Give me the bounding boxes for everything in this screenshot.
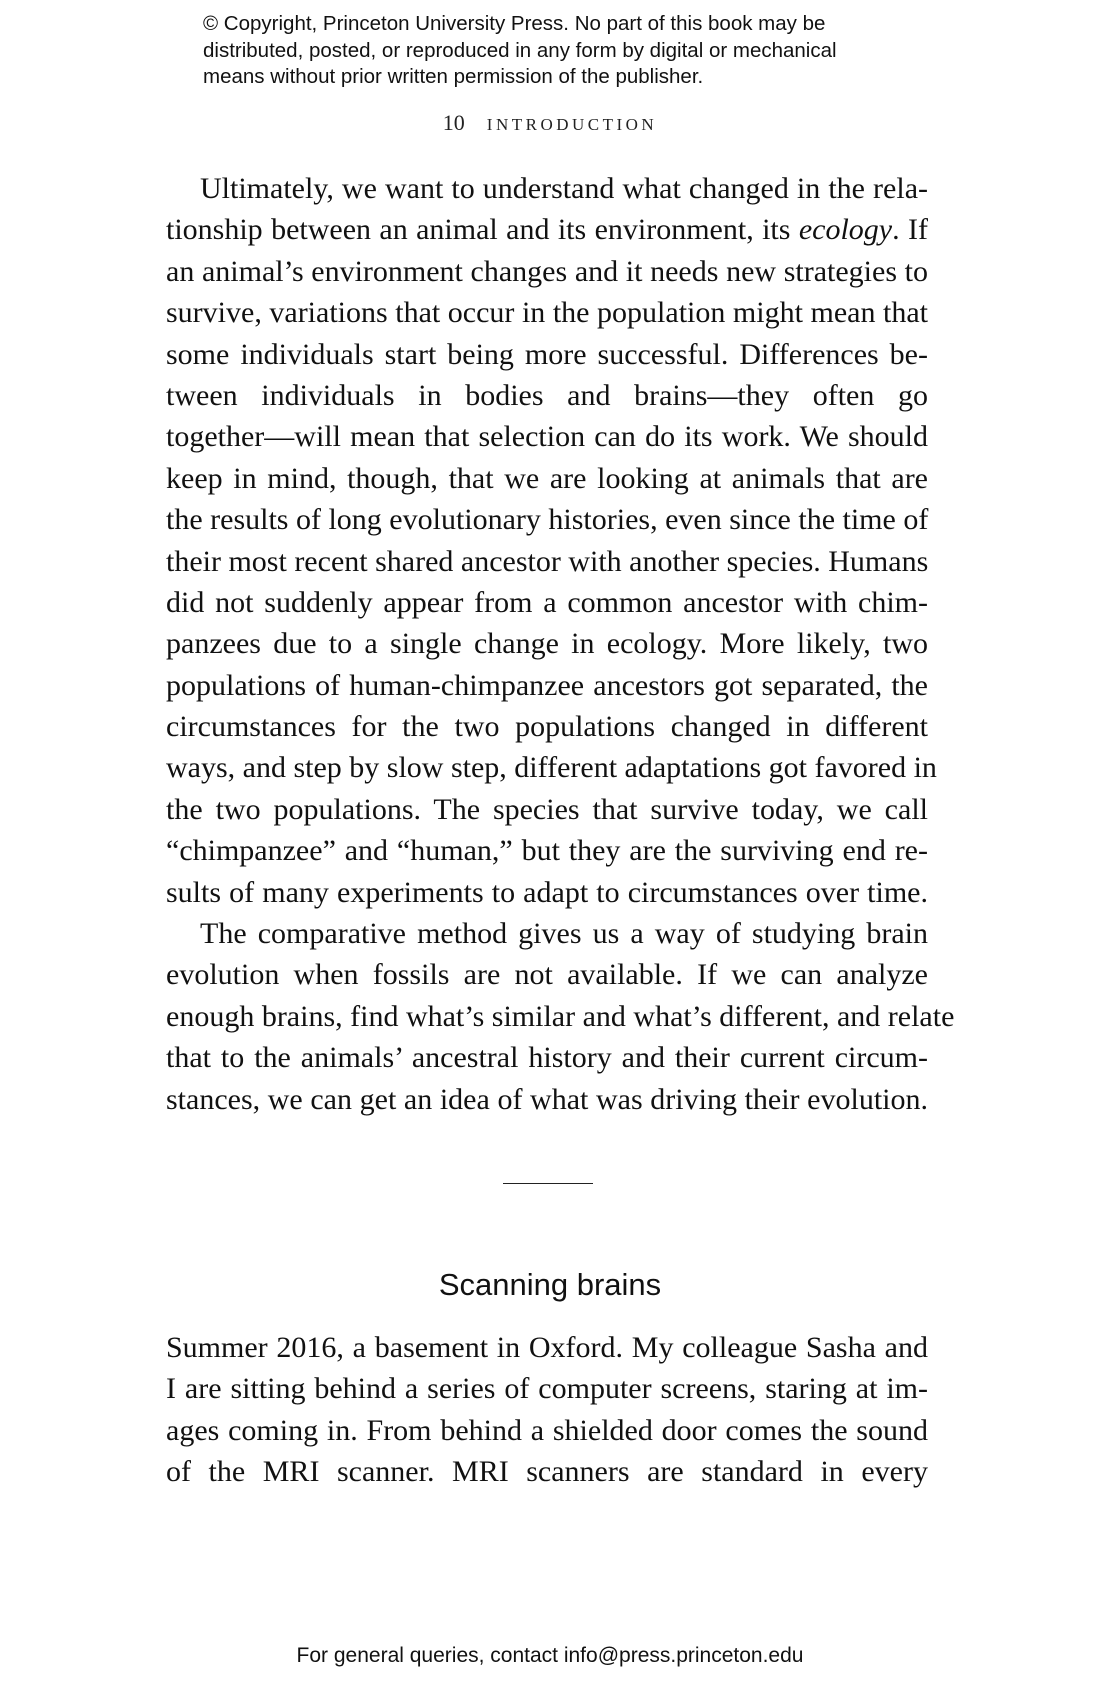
text-line: ages coming in. From behind a shielded door comes the sound [166, 1413, 928, 1447]
text-line: The comparative method gives us a way of studying brain [200, 917, 928, 951]
text-line: the results of long evolutionary histories, even since the time of [166, 503, 929, 537]
text-line: stances, we can get an idea of what was driving their evolution. [166, 1082, 928, 1116]
running-head [0, 108, 1100, 140]
copyright-line: means without prior written permission of the publisher. [203, 65, 704, 88]
text-line: of the MRI scanner. MRI scanners are standard in every [166, 1455, 928, 1489]
text-line: that to the animals’ ancestral history and their current circum- [166, 1041, 928, 1075]
text-line: Ultimately, we want to understand what changed in the rela- [200, 172, 928, 205]
text-span: . If [892, 213, 928, 247]
emphasis-text: ecology [798, 213, 893, 247]
body-text [166, 168, 955, 1120]
text-line: together—will mean that selection can do its work. We should [166, 420, 928, 454]
text-line: an animal’s environment changes and it needs new strategies to [166, 254, 928, 288]
body-text [166, 1327, 928, 1493]
running-head-title: INTRODUCTION [486, 115, 658, 134]
text-line: some individuals start being more successful. Differences be- [166, 337, 928, 371]
footer-contact: For general queries, contact info@press.princeton.edu [296, 1644, 804, 1667]
text-line: keep in mind, though, that we are looking at animals that are [166, 461, 928, 495]
text-line: tween individuals in bodies and brains—they often go [166, 378, 928, 412]
text-line: panzees due to a single change in ecology. More likely, two [166, 627, 928, 661]
text-line: “chimpanzee” and “human,” but they are the surviving end re- [166, 834, 928, 868]
text-line: the two populations. The species that survive today, we call [166, 792, 928, 826]
text-line: populations of human-chimpanzee ancestors got separated, the [166, 668, 928, 702]
copyright-line: distributed, posted, or reproduced in any form by digital or mechanical [203, 38, 837, 62]
paragraph [166, 1327, 928, 1493]
text-line: I are sitting behind a series of computer screens, staring at im- [166, 1372, 928, 1406]
text-line: evolution when fossils are not available. If we can analyze [166, 958, 928, 992]
text-line: their most recent shared ancestor with another species. Humans [166, 544, 929, 578]
copyright-notice [203, 11, 923, 91]
text-line: enough brains, find what’s similar and what’s different, and relate [166, 999, 955, 1033]
text-span: tionship between an animal and its environment, its [166, 213, 799, 247]
text-line [166, 209, 928, 250]
text-line: circumstances for the two populations changed in different [166, 710, 928, 744]
copyright-line: © Copyright, Princeton University Press. No part of this book may be [203, 12, 826, 35]
section-heading: Scanning brains [438, 1267, 662, 1302]
section-divider [503, 1183, 593, 1184]
text-line: Summer 2016, a basement in Oxford. My colleague Sasha and [166, 1331, 928, 1364]
paragraph [166, 168, 937, 913]
text-line: survive, variations that occur in the population might mean that [166, 296, 928, 330]
paragraph [166, 913, 955, 1120]
text-line: sults of many experiments to adapt to circumstances over time. [166, 875, 928, 909]
page-number: 10 [442, 110, 465, 135]
text-line: did not suddenly appear from a common ancestor with chim- [166, 585, 928, 619]
text-line: ways, and step by slow step, different adaptations got favored in [166, 751, 937, 785]
